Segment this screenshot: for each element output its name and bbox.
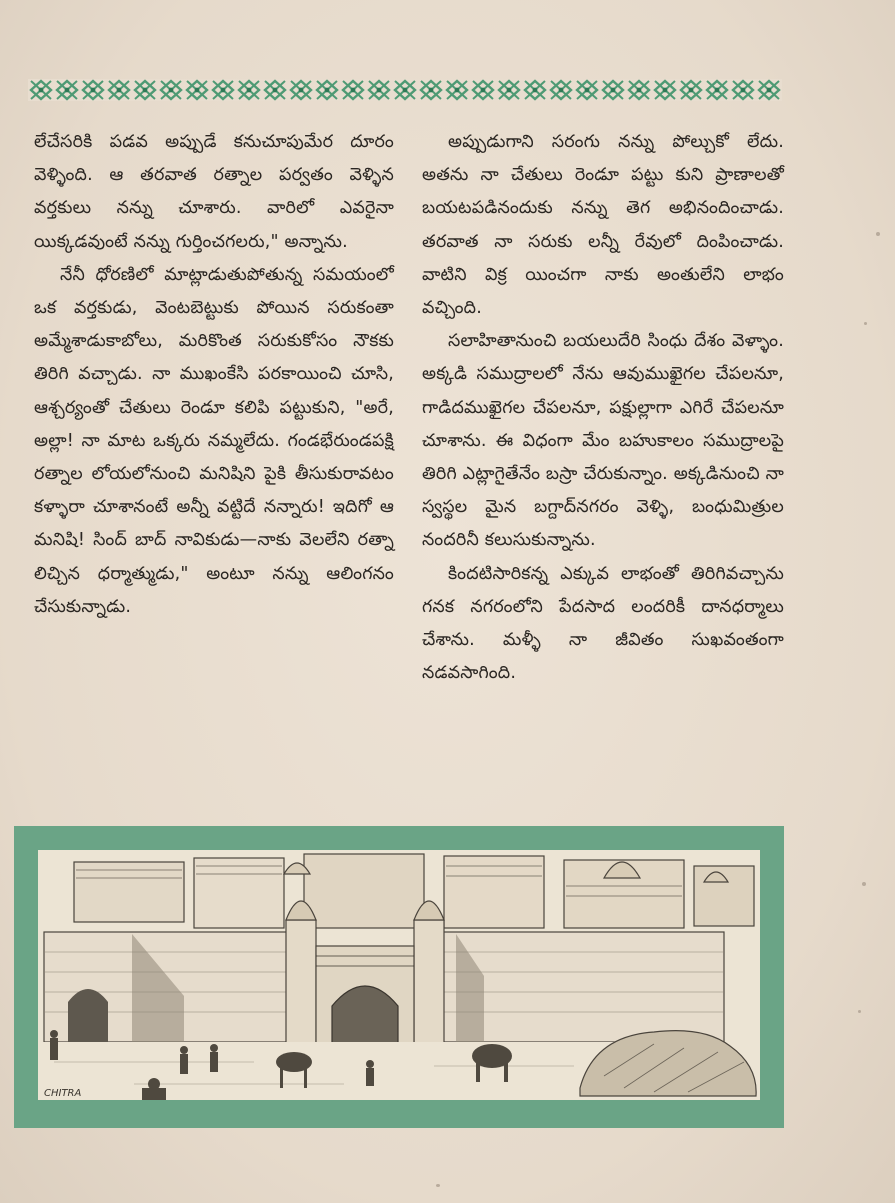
decorative-border (28, 78, 782, 102)
paper-speck (436, 1184, 440, 1187)
paragraph: సలాహితానుంచి బయలుదేరి సింధు దేశం వెళ్ళాం. అక్కడి సముద్రాలలో నేను ఆవుముఖైగల చేపలనూ, గాడిదముఖైగల చేపలనూ, పక్షుల్లాగా ఎగిరే చేపలనూ చూశాను. ఈ విధంగా మేం బహుకాలం సముద్రాలపై తిరిగి ఎట్లాగైతేనేం బస్రా చేరుకున్నాం. అక్కడినుంచి నా స్వస్థల మైన బగ్దాద్‌నగరం వెళ్ళి, బంధుమిత్రుల నందరినీ కలుసుకున్నాను. (422, 331, 785, 551)
illustration-signature: CHITRA (44, 1088, 82, 1099)
paper-speck (864, 322, 867, 325)
paper-speck (862, 882, 866, 886)
paragraph: లేచేసరికి పడవ అప్పుడే కనుచూపుమేర దూరం వెళ్ళింది. ఆ తరవాత రత్నాల పర్వతం వెళ్ళిన వర్తకులు నన్ను చూశారు. వారిలో ఎవరైనా యిక్కడవుంటే నన్ను గుర్తించగలరు," అన్నాను. (34, 132, 394, 252)
right-column (422, 126, 784, 690)
paragraph: కిందటిసారికన్న ఎక్కువ లాభంతో తిరిగివచ్చాను గనక నగరంలోని పేదసాద లందరికీ దానధర్మాలు చేశాను. మళ్ళీ నా జీవితం సుఖవంతంగా నడవసాగింది. (422, 563, 784, 684)
paragraph: అప్పుడుగాని సరంగు నన్ను పోల్చుకో లేదు. అతను నా చేతులు రెండూ పట్టు కుని ప్రాణాలతో బయటపడినందుకు నన్ను తెగ అభినందించాడు. తరవాత నా సరుకు లన్నీ రేవులో దింపించాడు. వాటిని విక్ర యించగా నాకు అంతులేని లాభం వచ్చింది. (422, 132, 784, 319)
city-gate-illustration (14, 826, 784, 1128)
paper-speck (858, 1010, 861, 1013)
left-column (34, 126, 394, 624)
paper-speck (876, 232, 880, 236)
paragraph: నేనీ ధోరణిలో మాట్లాడుతుపోతున్న సమయంలో ఒక వర్తకుడు, వెంటబెట్టుకు పోయిన సరుకంతా అమ్మేశాడుకాబోలు, మరికొంత సరుకుకోసం నౌకకు తిరిగి వచ్చాడు. నా ముఖంకేసి పరకాయించి చూసి, ఆశ్చర్యంతో చేతులు రెండూ కలిపి పట్టుకుని, "అరే, అల్లా! నా మాట ఒక్కరు నమ్మలేదు. గండభేరుండపక్షి రత్నాల లోయలోనుంచి మనిషిని పైకి తీసుకురావటం కళ్ళారా చూశానంటే అన్నీ వట్టిదే నన్నారు! ఇదిగో ఆ మనిషి! సింద్ బాద్ నావికుడు—నాకు వెలలేని రత్నా లిచ్చిన ధర్మాత్ముడు," అంటూ నన్ను ఆలింగనం చేసుకున్నాడు. (34, 264, 394, 617)
